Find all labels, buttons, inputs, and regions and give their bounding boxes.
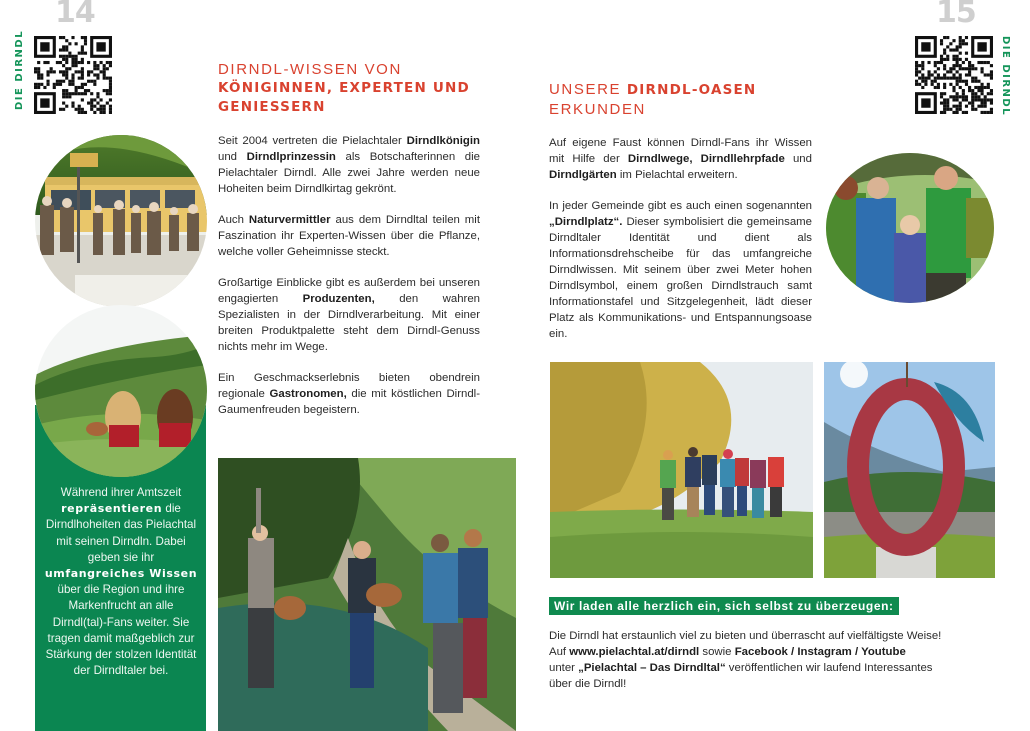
paragraph: In jeder Gemeinde gibt es auch einen sogenannten „Dirndlplatz“. Dieser symbolisiert die gemeinsame Dirndltaler Identität und dient als Informationsdrehscheibe für das umfangreiche Dirndlwissen. Mit seinem über zwei Meter hohen Dirndlsymbol, einem großen Dirndlstrauch samt Informationstafel und Sitzgelegenheit, lädt dieser Platz als Kommunikations- und Entspannungsoase ein.: [549, 200, 812, 340]
sidebar-text-bold: repräsentieren: [61, 502, 163, 516]
closing-line: Die Dirndl hat erstaunlich viel zu bieten und überrascht auf vielfältigste Weise!: [549, 630, 942, 642]
sidebar-text-bold: umfangreiches Wissen: [44, 567, 198, 581]
photo-train-station: [35, 135, 207, 307]
qr-code-left[interactable]: [34, 36, 112, 114]
section-heading-left: [218, 60, 508, 117]
website-link[interactable]: www.pielachtal.at/dirndl: [569, 646, 700, 658]
heading-light: UNSERE: [549, 81, 627, 98]
qr-code-icon: [915, 36, 993, 114]
sidebar-text-part: über die Region und ihre Markenfrucht an alle Dirndl(tal)-Fans weiter. Sie tragen damit maßgeblich zur Stärkung der stolzen Identität der Dirndltaler bei.: [45, 583, 197, 678]
qr-code-right[interactable]: [915, 36, 993, 114]
closing-line: Auf www.pielachtal.at/dirndl sowie Facebook / Instagram / Youtube: [549, 646, 906, 658]
channel-name: „Pielachtal – Das Dirndltal“: [578, 662, 726, 674]
photo-nature-guide: [826, 153, 994, 303]
closing-line: über die Dirndl!: [549, 678, 627, 690]
photo-dirndl-princesses: [35, 305, 207, 477]
side-label-left: DIE DIRNDL: [14, 29, 25, 110]
heading-bold: DIRNDL-OASEN: [626, 82, 757, 98]
invitation-banner: Wir laden alle herzlich ein, sich selbst zu überzeugen:: [549, 597, 899, 615]
photo-dirndl-hike: [550, 362, 813, 578]
paragraph: Großartige Einblicke gibt es außerdem bei unseren engagierten Produzenten, den wahren Spezialisten in der Dirndlverarbeitung. Mit einer breiten Produktpalette steht dem Dirndl-Genuss nichts mehr im Wege.: [218, 277, 480, 353]
heading-line-light: DIRNDL-WISSEN VON: [218, 61, 402, 78]
paragraph: Ein Geschmackserlebnis bieten obendrein regionale Gastronomen, die mit köstlichen Dirndl-Gaumenfreuden begeistern.: [218, 372, 480, 416]
social-links: Facebook / Instagram / Youtube: [734, 646, 906, 658]
page-number-left: 14: [55, 0, 95, 30]
heading-line-bold: GENIESSERN: [218, 99, 326, 115]
heading-light: ERKUNDEN: [549, 101, 646, 118]
paragraph: Auf eigene Faust können Dirndl-Fans ihr Wissen mit Hilfe der Dirndlwege, Dirndllehrpfade und Dirndlgärten im Pielachtal erweitern.: [549, 137, 812, 181]
closing-line: unter „Pielachtal – Das Dirndltal“ veröffentlichen wir laufend Interessantes: [549, 662, 933, 674]
paragraph: Auch Naturvermittler aus dem Dirndltal teilen mit Faszination ihr Experten-Wissen über die Pflanze, welche voller Geheimnisse steckt.: [218, 214, 480, 258]
sidebar-text-part: Während ihrer Amtszeit: [60, 486, 182, 499]
photo-dirndl-harvest: [218, 458, 516, 731]
heading-line-bold: KÖNIGINNEN, EXPERTEN UND: [218, 80, 470, 96]
sidebar-text-part: die Dirndlhoheiten das Pielachtal mit seinen Dirndln. Dabei geben sie ihr: [45, 502, 197, 564]
qr-code-icon: [34, 36, 112, 114]
paragraph: Seit 2004 vertreten die Pielachtaler Dirndlkönigin und Dirndlprinzessin als Botschafterinnen die Pielachtaler Dirndl. Alle zwei Jahre werden neue Hoheiten beim Dirndlkirtag gekrönt.: [218, 135, 481, 195]
closing-text: [549, 628, 999, 692]
page-number-right: 15: [936, 0, 976, 30]
section-heading-right: [549, 80, 819, 119]
photo-dirndl-symbol: [824, 362, 995, 578]
sidebar-text: [42, 485, 200, 679]
side-label-right: DIE DIRNDL: [1000, 36, 1011, 117]
article-body-right: [549, 135, 812, 357]
article-body-left: [218, 133, 480, 433]
